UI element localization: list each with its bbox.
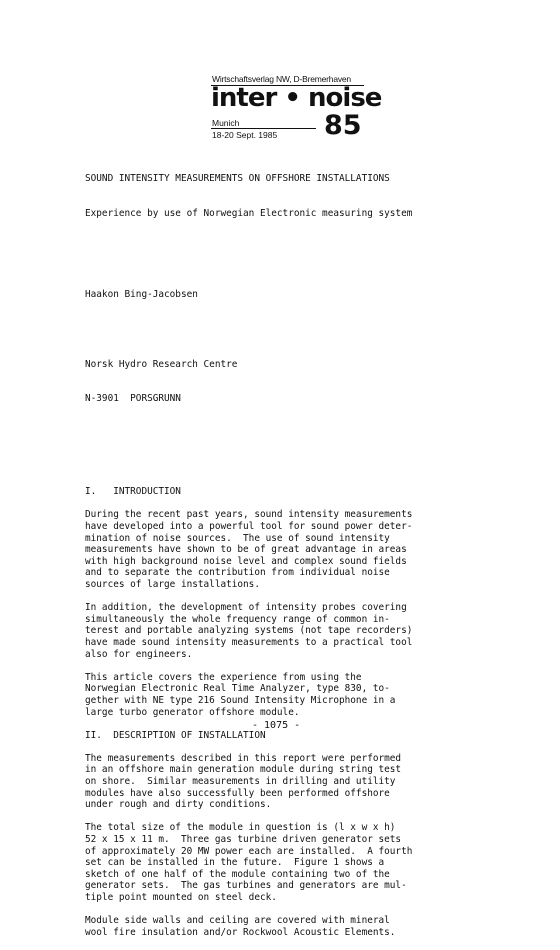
paragraph-line: simultaneously the whole frequency range of common in- — [85, 613, 390, 625]
paragraph-line: on shore. Similar measurements in drilling and utility — [85, 776, 396, 788]
paragraph-line: measurements have shown to be of great advantage in areas — [85, 544, 407, 556]
logo-dates: 18-20 Sept. 1985 — [212, 130, 278, 140]
paragraph-line: sketch of one half of the module containing two of the — [85, 868, 390, 880]
paragraph-line: have made sound intensity measurements to a practical tool — [85, 636, 413, 648]
paragraph-line: sources of large installations. — [85, 578, 260, 590]
paragraph-line: set can be installed in the future. Figure 1 shows a — [85, 857, 385, 869]
author: Haakon Bing-Jacobsen — [85, 289, 198, 301]
paragraph-line: large turbo generator offshore module. — [85, 706, 300, 718]
section-heading: II. DESCRIPTION OF INSTALLATION — [85, 729, 266, 741]
paragraph-line: tiple point mounted on steel deck. — [85, 892, 277, 903]
logo-city: Munich — [212, 118, 240, 128]
subtitle-line: Experience by use of Norwegian Electronic measuring system — [85, 207, 413, 219]
paragraph-line: gether with NE type 216 Sound Intensity Microphone in a — [85, 694, 396, 706]
section-heading: I. INTRODUCTION — [85, 486, 181, 498]
paragraph-line: The measurements described in this report were performed — [85, 752, 402, 764]
logo-year: 85 — [324, 110, 362, 141]
publisher-line: Wirtschaftsverlag NW, D-Bremerhaven — [212, 74, 351, 84]
page-number: - 1075 - — [252, 720, 301, 731]
paragraph-line: Norwegian Electronic Real Time Analyzer, type 830, to- — [85, 683, 390, 695]
paragraph-line: and to separate the contribution from individual noise — [85, 567, 390, 579]
paragraph-line: also for engineers. — [85, 648, 193, 660]
paper-body — [85, 150, 525, 950]
paragraph-line: terest and portable analyzing systems (not tape recorders) — [85, 625, 413, 637]
paragraph-line: In addition, the development of intensity probes covering — [85, 602, 407, 614]
paragraph-line: During the recent past years, sound intensity measurements — [85, 509, 413, 521]
logo-rule-bottom — [211, 128, 316, 129]
paragraph-line: wool fire insulation and/or Rockwool Acoustic Elements. — [85, 926, 396, 938]
title-line: SOUND INTENSITY MEASUREMENTS ON OFFSHORE INSTALLATIONS — [85, 173, 390, 185]
sections — [85, 486, 525, 938]
paragraph-line: generator sets. The gas turbines and generators are mul- — [85, 880, 407, 892]
paragraph-line: mination of noise sources. The use of sound intensity — [85, 532, 390, 544]
paragraph-line: This article covers the experience from using the — [85, 671, 362, 683]
paragraph-line: under rough and dirty conditions. — [85, 799, 272, 811]
paragraph-line: modules have also successfully been performed offshore — [85, 787, 390, 799]
paragraph-line: in an offshore main generation module during string test — [85, 764, 402, 776]
paragraph-line: The total size of the module in question is (l x w x h) — [85, 822, 396, 834]
affiliation-line: Norsk Hydro Research Centre — [85, 358, 238, 370]
paragraph-line: of approximately 20 MW power each are installed. A fourth — [85, 845, 413, 857]
paragraph-line: 52 x 15 x 11 m. Three gas turbine driven generator sets — [85, 834, 402, 846]
paragraph-line: Module side walls and ceiling are covered with mineral — [85, 915, 390, 927]
logo-brand: inter • noise — [211, 83, 382, 113]
paragraph-line: have developed into a powerful tool for sound power deter- — [85, 521, 413, 532]
paragraph-line: with high background noise level and complex sound fields — [85, 555, 407, 567]
affiliation-line: N-3901 PORSGRUNN — [85, 393, 181, 405]
conference-logo — [211, 74, 382, 144]
